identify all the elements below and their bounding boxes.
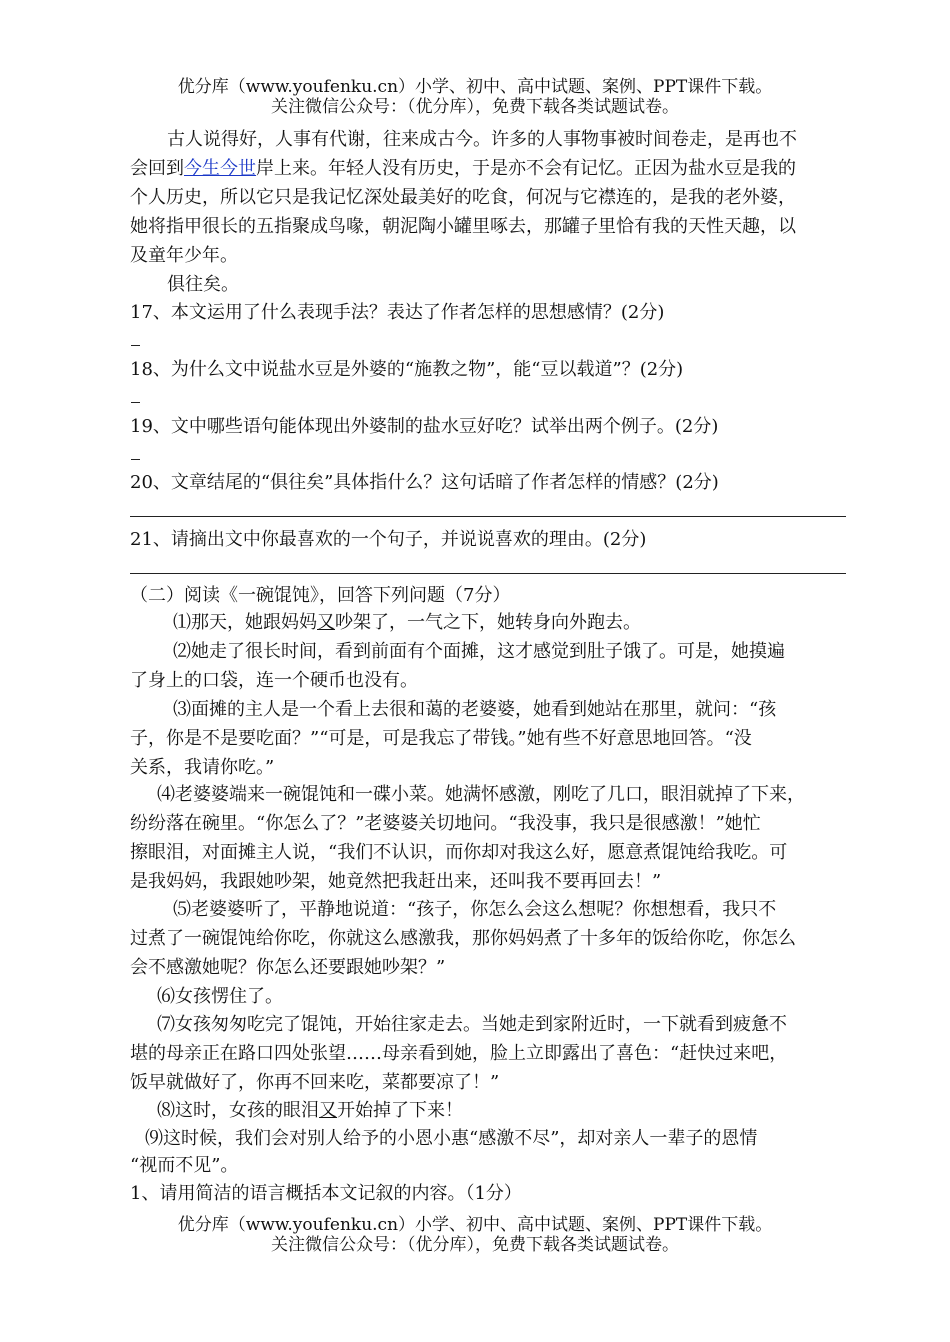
paragraph-7-line: 堪的母亲正在路口四处张望……母亲看到她，脸上立即露出了喜色：“赶快过来吧， bbox=[130, 1043, 788, 1064]
paragraph-6: ⑹女孩愣住了。 bbox=[157, 986, 283, 1007]
question-21: 21、请摘出文中你最喜欢的一个句子，并说说喜欢的理由。(2分) bbox=[130, 529, 647, 550]
paragraph-5-line: 过煮了一碗馄饨给你吃，你就这么感激我，那你妈妈煮了十多年的饭给你吃，你怎么 bbox=[130, 928, 796, 949]
paragraph-text: 开始掉了下来！ bbox=[337, 1100, 463, 1121]
paragraph-2-line: ⑵她走了很长时间，看到前面有个面摊，这才感觉到肚子饿了。可是，她摸遍 bbox=[173, 641, 785, 662]
footer-line-1: 优分库（www.youfenku.cn）小学、初中、高中试题、案例、PPT课件下载。 bbox=[177, 1215, 773, 1235]
answer-blank[interactable] bbox=[131, 402, 140, 403]
paragraph-5-line: 会不感激她呢？你怎么还要跟她吵架？” bbox=[130, 957, 446, 978]
underlined-word: 又 bbox=[317, 612, 335, 633]
paragraph-7-line: 饭早就做好了，你再不回来吃，菜都要凉了！” bbox=[130, 1072, 500, 1093]
paragraph-text: ⑴那天，她跟妈妈 bbox=[173, 612, 317, 633]
answer-line[interactable] bbox=[130, 573, 846, 574]
header-line-1: 优分库（www.youfenku.cn）小学、初中、高中试题、案例、PPT课件下载。 bbox=[177, 77, 773, 97]
answer-blank[interactable] bbox=[131, 345, 140, 346]
paragraph-8 bbox=[157, 1099, 463, 1123]
passage-line: 俱往矣。 bbox=[167, 274, 239, 295]
paragraph-3-line: 关系，我请你吃。” bbox=[130, 757, 275, 778]
paragraph-9-line: “视而不见”。 bbox=[130, 1155, 239, 1176]
question-19: 19、文中哪些语句能体现出外婆制的盐水豆好吃？试举出两个例子。(2分) bbox=[130, 416, 719, 437]
passage-line: 及童年少年。 bbox=[130, 245, 238, 266]
passage-text: 岸上来。年轻人没有历史，于是亦不会有记忆。正因为盐水豆是我的 bbox=[256, 158, 796, 179]
header-line-2: 关注微信公众号：（优分库），免费下载各类试题试卷。 bbox=[271, 97, 679, 117]
paragraph-7-line: ⑺女孩匆匆吃完了馄饨，开始往家走去。当她走到家附近时，一下就看到疲惫不 bbox=[157, 1014, 787, 1035]
paragraph-1 bbox=[173, 611, 641, 635]
passage-line: 古人说得好，人事有代谢，往来成古今。许多的人事物事被时间卷走，是再也不 bbox=[167, 129, 797, 150]
paragraph-text: 吵架了，一气之下，她转身向外跑去。 bbox=[335, 612, 641, 633]
section-2-title: （二）阅读《一碗馄饨》，回答下列问题（7分） bbox=[130, 585, 511, 606]
paragraph-4-line: ⑷老婆婆端来一碗馄饨和一碟小菜。她满怀感激，刚吃了几口，眼泪就掉了下来， bbox=[157, 784, 805, 805]
passage-text: 会回到 bbox=[130, 158, 184, 179]
paragraph-9-line: ⑼这时候，我们会对别人给予的小恩小惠“感激不尽”，却对亲人一辈子的恩情 bbox=[145, 1128, 758, 1149]
answer-blank[interactable] bbox=[131, 459, 140, 460]
underlined-word: 又 bbox=[319, 1100, 337, 1121]
question-20: 20、文章结尾的“俱往矣”具体指什么？这句话暗了作者怎样的情感？(2分) bbox=[130, 472, 719, 493]
paragraph-5-line: ⑸老婆婆听了，平静地说道：“孩子，你怎么会这么想呢？你想想看，我只不 bbox=[173, 899, 777, 920]
question-17: 17、本文运用了什么表现手法？表达了作者怎样的思想感情？(2分) bbox=[130, 302, 665, 323]
paragraph-3-line: ⑶面摊的主人是一个看上去很和蔼的老婆婆，她看到她站在那里，就问：“孩 bbox=[173, 699, 777, 720]
jinsheng-jinshi-link[interactable]: 今生今世 bbox=[184, 158, 256, 179]
footer-line-2: 关注微信公众号：（优分库），免费下载各类试题试卷。 bbox=[271, 1235, 679, 1255]
passage-line bbox=[130, 157, 796, 181]
paragraph-4-line: 擦眼泪，对面摊主人说，“我们不认识，而你却对我这么好，愿意煮馄饨给我吃。可 bbox=[130, 842, 788, 863]
passage-line: 个人历史，所以它只是我记忆深处最美好的吃食，何况与它襟连的，是我的老外婆， bbox=[130, 187, 796, 208]
section-2-question-1: 1、请用简洁的语言概括本文记叙的内容。（1分） bbox=[130, 1183, 522, 1204]
paragraph-3-line: 子，你是不是要吃面？”“可是，可是我忘了带钱。”她有些不好意思地回答。“没 bbox=[130, 728, 752, 749]
paragraph-text: ⑻这时，女孩的眼泪 bbox=[157, 1100, 319, 1121]
answer-line[interactable] bbox=[130, 516, 846, 517]
paragraph-4-line: 纷纷落在碗里。“你怎么了？”老婆婆关切地问。“我没事，我只是很感激！”她忙 bbox=[130, 813, 761, 834]
passage-line: 她将指甲很长的五指聚成鸟喙，朝泥陶小罐里啄去，那罐子里恰有我的天性天趣，以 bbox=[130, 216, 796, 237]
paragraph-4-line: 是我妈妈，我跟她吵架，她竟然把我赶出来，还叫我不要再回去！” bbox=[130, 871, 662, 892]
question-18: 18、为什么文中说盐水豆是外婆的“施教之物”，能“豆以载道”？(2分) bbox=[130, 359, 684, 380]
paragraph-2-line: 了身上的口袋，连一个硬币也没有。 bbox=[130, 670, 418, 691]
